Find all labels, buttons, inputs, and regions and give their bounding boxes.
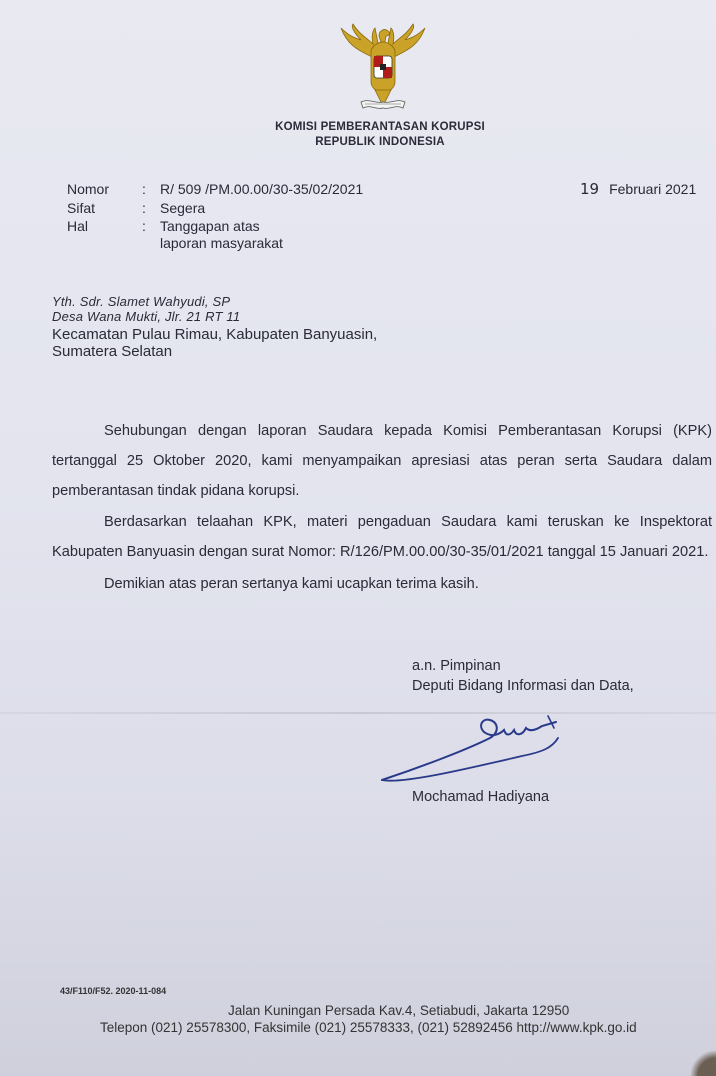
signatory-name: Mochamad Hadiyana — [412, 789, 550, 805]
date-month-year: Februari 2021 — [609, 181, 697, 197]
signature-on-behalf: a.n. Pimpinan — [412, 658, 501, 674]
paper-fold — [0, 712, 716, 714]
sifat-colon: : — [142, 200, 146, 216]
body-paragraph-3: Demikian atas peran sertanya kami ucapkan terima kasih. — [104, 576, 479, 592]
hal-colon: : — [142, 218, 146, 234]
garuda-emblem-icon — [335, 22, 431, 118]
recipient-province: Sumatera Selatan — [52, 343, 173, 360]
document-code: 43/F110/F52. 2020-11-084 — [60, 986, 167, 996]
nomor-value: R/ 509 /PM.00.00/30-35/02/2021 — [160, 181, 364, 197]
nomor-label: Nomor — [67, 181, 110, 197]
sifat-label: Sifat — [67, 200, 96, 216]
hal-value-line1: Tanggapan atas — [160, 218, 260, 234]
org-name-line2: REPUBLIK INDONESIA — [315, 136, 445, 148]
recipient-street: Desa Wana Mukti, Jlr. 21 RT 11 — [52, 309, 241, 324]
recipient-district: Kecamatan Pulau Rimau, Kabupaten Banyuasin, — [52, 326, 378, 343]
nomor-colon: : — [142, 181, 146, 197]
handwritten-signature — [372, 708, 572, 788]
footer-address: Jalan Kuningan Persada Kav.4, Setiabudi, Jakarta 12950 — [228, 1003, 570, 1018]
recipient-name: Yth. Sdr. Slamet Wahyudi, SP — [52, 294, 231, 309]
body-paragraph-1: Sehubungan dengan laporan Saudara kepada Komisi Pemberantasan Korupsi (KPK) tertanggal 25 Oktober 2020, kami menyampaikan apresiasi atas peran serta Saudara dalam pemberantasan tindak pidana korupsi. — [52, 423, 712, 499]
letter-date — [580, 180, 696, 198]
date-day: 19 — [580, 180, 600, 198]
thumb-shadow — [656, 1036, 716, 1076]
org-name-line1: KOMISI PEMBERANTASAN KORUPSI — [275, 121, 485, 133]
hal-value-line2: laporan masyarakat — [160, 235, 283, 251]
sifat-value: Segera — [160, 200, 206, 216]
body-paragraph-2: Berdasarkan telaahan KPK, materi pengaduan Saudara kami teruskan ke Inspektorat Kabupaten Banyuasin dengan surat Nomor: R/126/PM.00.00/30-35/01/2021 tanggal 15 Januari 2021. — [52, 514, 712, 560]
footer-contact: Telepon (021) 25578300, Faksimile (021) 25578333, (021) 52892456 http://www.kpk.go.id — [100, 1020, 637, 1035]
signature-title: Deputi Bidang Informasi dan Data, — [412, 678, 634, 694]
hal-label: Hal — [67, 218, 89, 234]
